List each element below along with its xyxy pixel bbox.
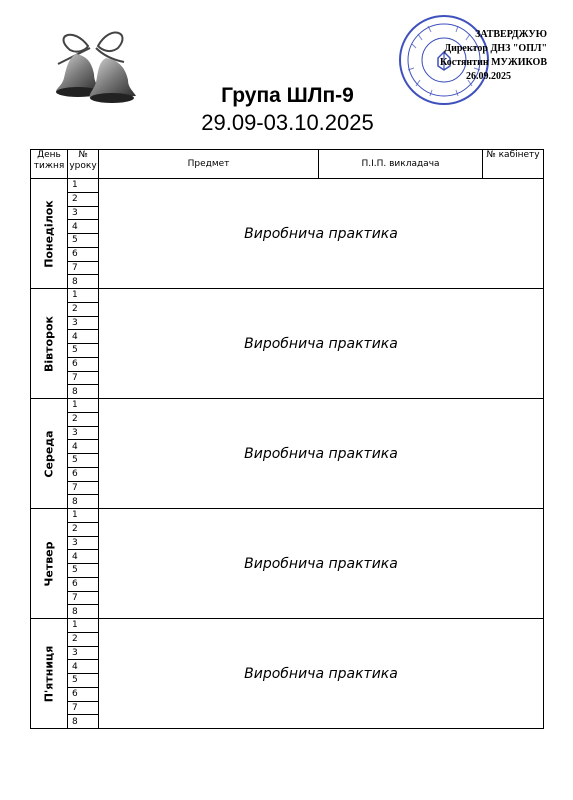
lesson-number: 4: [68, 660, 99, 674]
lesson-number: 1: [68, 509, 99, 523]
approval-heading: ЗАТВЕРДЖУЮ: [475, 29, 547, 40]
day-name: Четвер: [42, 540, 56, 587]
lesson-number: 8: [68, 275, 99, 289]
lesson-number: 7: [68, 371, 99, 385]
lesson-number: 6: [68, 687, 99, 701]
day-cell: [31, 509, 68, 619]
subject-cell: Виробнича практика: [99, 289, 544, 399]
lesson-row: [31, 619, 544, 633]
approval-date: 26.09.2025: [466, 71, 511, 82]
schedule-table: [30, 149, 544, 729]
lesson-number: 1: [68, 179, 99, 193]
lesson-number: 2: [68, 632, 99, 646]
date-range: 29.09-03.10.2025: [201, 110, 374, 135]
lesson-number: 7: [68, 591, 99, 605]
lesson-number: 7: [68, 261, 99, 275]
approval-block: [397, 28, 547, 84]
lesson-number: 4: [68, 220, 99, 234]
lesson-number: 7: [68, 701, 99, 715]
approval-signatory: Костянтин МУЖИКОВ: [440, 57, 547, 68]
lesson-number: 8: [68, 605, 99, 619]
lesson-number: 5: [68, 234, 99, 248]
lesson-row: [31, 289, 544, 303]
lesson-number: 2: [68, 192, 99, 206]
day-cell: [31, 289, 68, 399]
lesson-number: 6: [68, 467, 99, 481]
lesson-number: 5: [68, 674, 99, 688]
bells-logo-icon: [48, 24, 144, 104]
header-subject: Предмет: [99, 150, 319, 179]
approval-position: Директор ДНЗ "ОПЛ": [444, 43, 547, 54]
lesson-number: 2: [68, 522, 99, 536]
lesson-number: 4: [68, 550, 99, 564]
lesson-number: 8: [68, 495, 99, 509]
lesson-number: 3: [68, 536, 99, 550]
header-row: [31, 150, 544, 179]
subject-cell: Виробнича практика: [99, 619, 544, 729]
day-cell: [31, 399, 68, 509]
day-cell: [31, 619, 68, 729]
lesson-number: 1: [68, 289, 99, 303]
lesson-number: 2: [68, 412, 99, 426]
lesson-number: 5: [68, 344, 99, 358]
lesson-number: 5: [68, 564, 99, 578]
subject-cell: Виробнича практика: [99, 399, 544, 509]
lesson-number: 4: [68, 330, 99, 344]
lesson-number: 3: [68, 206, 99, 220]
lesson-number: 3: [68, 646, 99, 660]
day-name: П'ятниця: [42, 645, 56, 702]
lesson-number: 6: [68, 577, 99, 591]
lesson-row: [31, 179, 544, 193]
header-day: День тижня: [31, 150, 68, 179]
lesson-number: 7: [68, 481, 99, 495]
lesson-number: 5: [68, 454, 99, 468]
day-name: Понеділок: [42, 199, 56, 268]
day-cell: [31, 179, 68, 289]
lesson-number: 2: [68, 302, 99, 316]
header-teacher: П.І.П. викладача: [319, 150, 483, 179]
lesson-number: 6: [68, 247, 99, 261]
lesson-number: 8: [68, 715, 99, 729]
lesson-number: 3: [68, 316, 99, 330]
subject-cell: Виробнича практика: [99, 179, 544, 289]
lesson-number: 1: [68, 619, 99, 633]
lesson-number: 1: [68, 399, 99, 413]
page-title: Група ШЛп-9: [221, 84, 354, 107]
subject-cell: Виробнича практика: [99, 509, 544, 619]
header-lesson: № уроку: [68, 150, 99, 179]
lesson-number: 8: [68, 385, 99, 399]
day-name: Вівторок: [42, 315, 56, 372]
lesson-row: [31, 399, 544, 413]
lesson-row: [31, 509, 544, 523]
lesson-number: 6: [68, 357, 99, 371]
day-name: Середа: [42, 429, 56, 478]
header-room: № кабінету: [483, 150, 544, 179]
lesson-number: 3: [68, 426, 99, 440]
lesson-number: 4: [68, 440, 99, 454]
